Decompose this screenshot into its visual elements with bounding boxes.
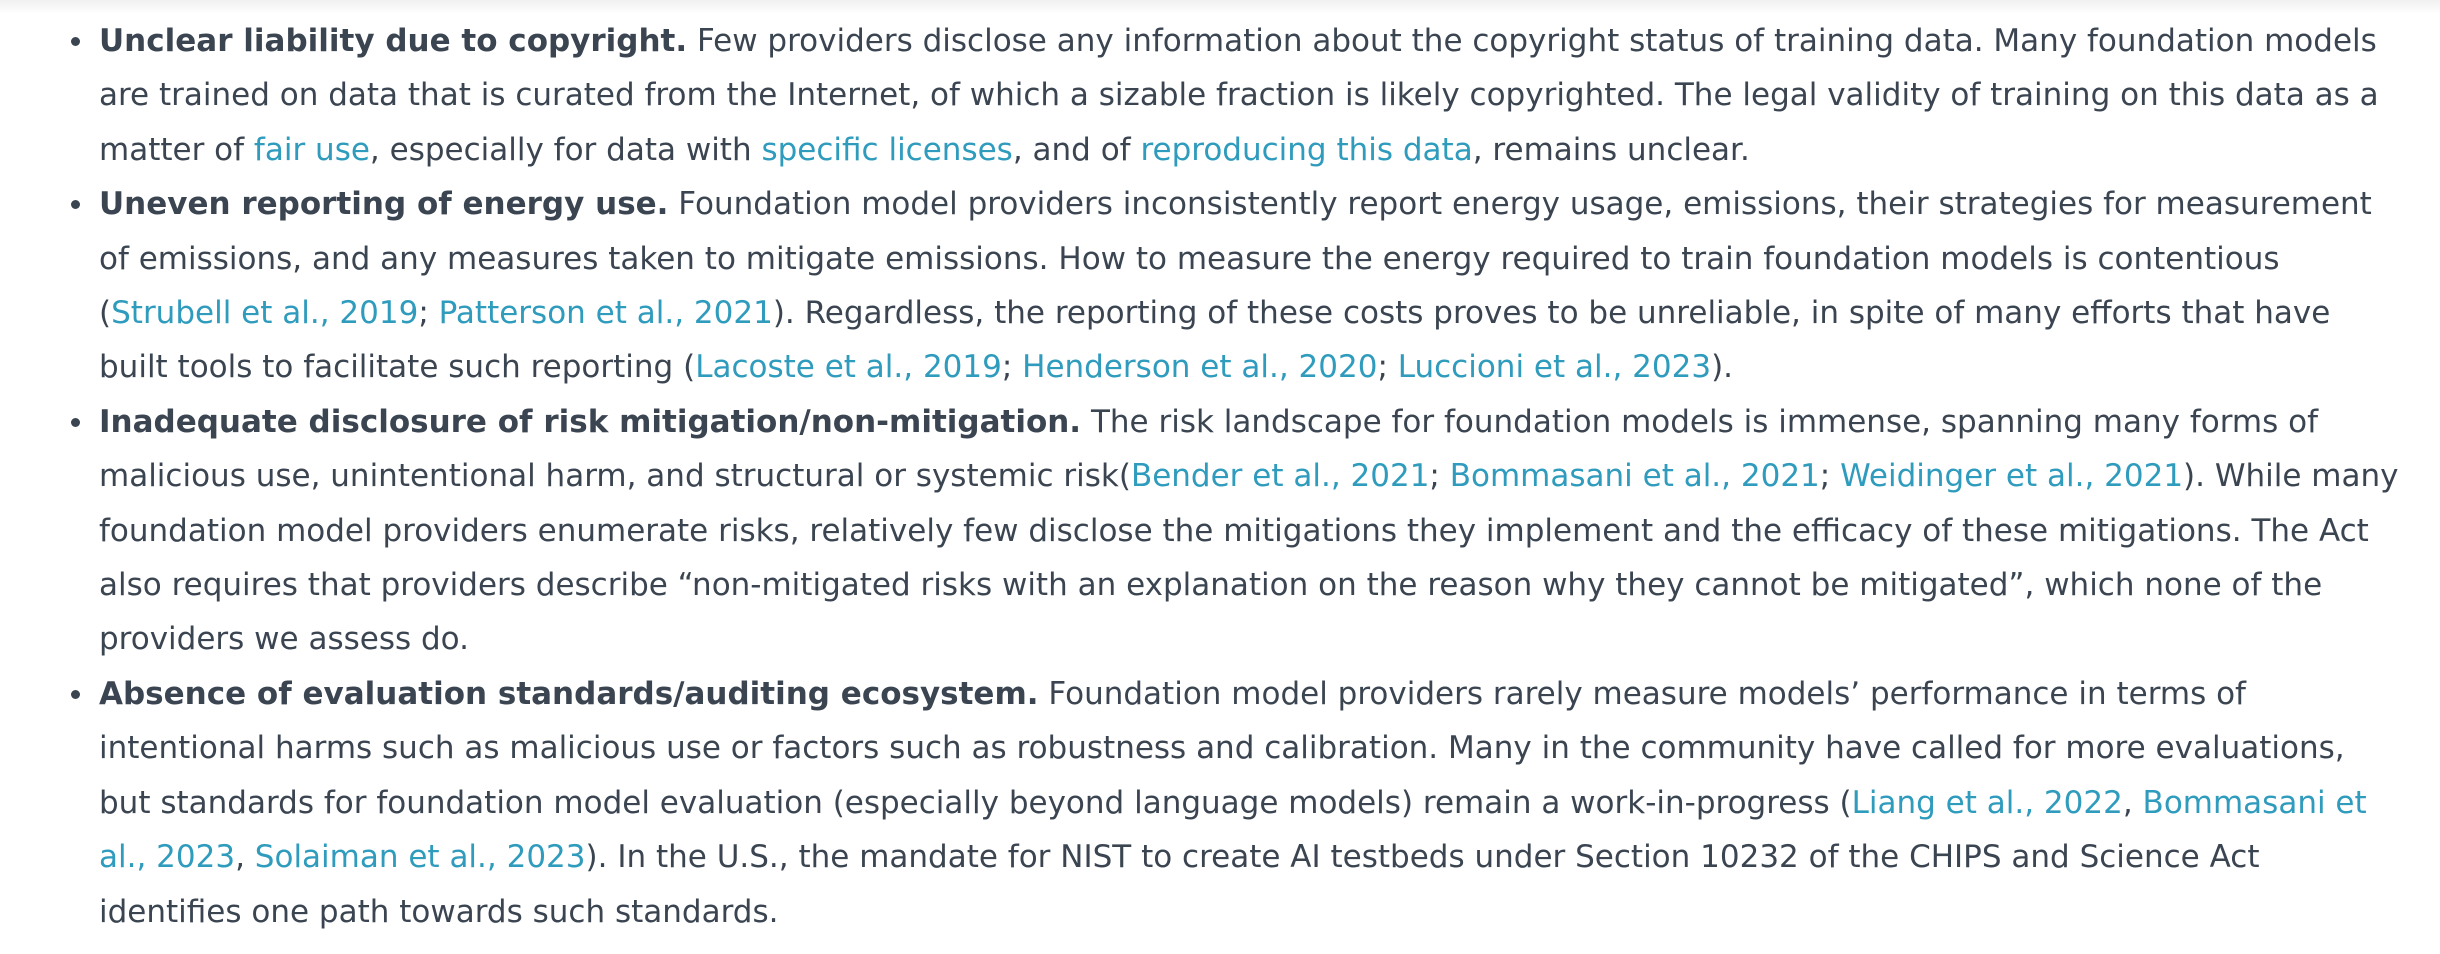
item-heading: Inadequate disclosure of risk mitigation/non-mitigation. [99,403,1082,440]
body-text: ; [1001,349,1023,386]
body-text: The risk landscape for foundation models is immense, spanning many forms of malicious use, unintentional harm, and structural or systemic risk( [99,403,2318,495]
document-body [0,14,2400,939]
list-item [99,667,2400,939]
link-bender-et-al-2021[interactable]: Bender et al., 2021 [1130,458,1430,495]
link-patterson-et-al-2021[interactable]: Patterson et al., 2021 [438,295,773,332]
body-text: ; [1377,349,1398,386]
link-henderson-et-al-2020[interactable]: Henderson et al., 2020 [1022,349,1378,386]
body-text: ). In the U.S., the mandate for NIST to create AI testbeds under Section 10232 of the CHIPS and Science Act identifies one path towards such standards. [99,839,2260,930]
body-text: ; [1429,458,1450,495]
body-text: , especially for data with [369,131,762,168]
list-item [99,177,2400,395]
body-text: ; [418,295,439,332]
list-item [99,395,2400,667]
bullet-icon [71,418,80,427]
body-text: Foundation model providers inconsistently report energy usage, emissions, their strategies for measurement of emissions, and any measures taken to mitigate emissions. How to measure the energy required to train foundation models is contentious ( [99,186,2372,332]
item-heading: Unclear liability due to copyright. [99,23,688,59]
link-fair-use[interactable]: fair use [253,131,370,168]
link-specific-licenses[interactable]: specific licenses [761,131,1013,168]
body-text: , remains unclear. [1472,131,1750,168]
body-text: , [235,839,255,876]
body-text: Few providers disclose any information about the copyright status of training data. Many foundation models are trained on data that is curated from the Internet, of which a sizable fraction is likely copyrighted. The legal validity of training on this data as a matter of [99,23,2379,168]
top-edge-shadow [0,0,2440,14]
link-bommasani-et-al-2023[interactable]: Bommasani et al., 2023 [99,784,2367,876]
body-text: ). Regardless, the reporting of these costs proves to be unreliable, in spite of many efforts that have built tools to facilitate such reporting ( [99,295,2331,386]
link-reproducing-this-data[interactable]: reproducing this data [1140,131,1473,168]
bullet-icon [71,200,80,209]
bullet-icon [71,37,80,46]
link-lacoste-et-al-2019[interactable]: Lacoste et al., 2019 [695,349,1002,386]
link-luccioni-et-al-2023[interactable]: Luccioni et al., 2023 [1397,349,1712,386]
body-text: , and of [1012,131,1141,168]
list-item [99,14,2400,177]
body-text: ; [1819,458,1841,495]
link-solaiman-et-al-2023[interactable]: Solaiman et al., 2023 [254,839,586,876]
body-text: Foundation model providers rarely measure models’ performance in terms of intentional harms such as malicious use or factors such as robustness and calibration. Many in the community have called for more evaluations, but standards for foundation model evaluation (especially beyond language models) remain a work-in-progress ( [99,675,2345,821]
body-text: ). While many foundation model providers enumerate risks, relatively few disclose the mitigations they implement and the efficacy of these mitigations. The Act also requires that providers describe “non-mitigated risks with an explanation on the reason why they cannot be mitigated”, which none of the providers we assess do. [99,458,2399,658]
body-text: ). [1711,349,1734,386]
item-heading: Uneven reporting of energy use. [99,186,669,223]
findings-list [0,14,2400,939]
link-strubell-et-al-2019[interactable]: Strubell et al., 2019 [111,295,419,332]
item-heading: Absence of evaluation standards/auditing ecosystem. [99,675,1039,712]
link-liang-et-al-2022[interactable]: Liang et al., 2022 [1851,784,2123,821]
link-bommasani-et-al-2021[interactable]: Bommasani et al., 2021 [1449,458,1820,495]
body-text: , [2122,784,2143,821]
link-weidinger-et-al-2021[interactable]: Weidinger et al., 2021 [1840,458,2184,495]
bullet-icon [71,690,80,699]
